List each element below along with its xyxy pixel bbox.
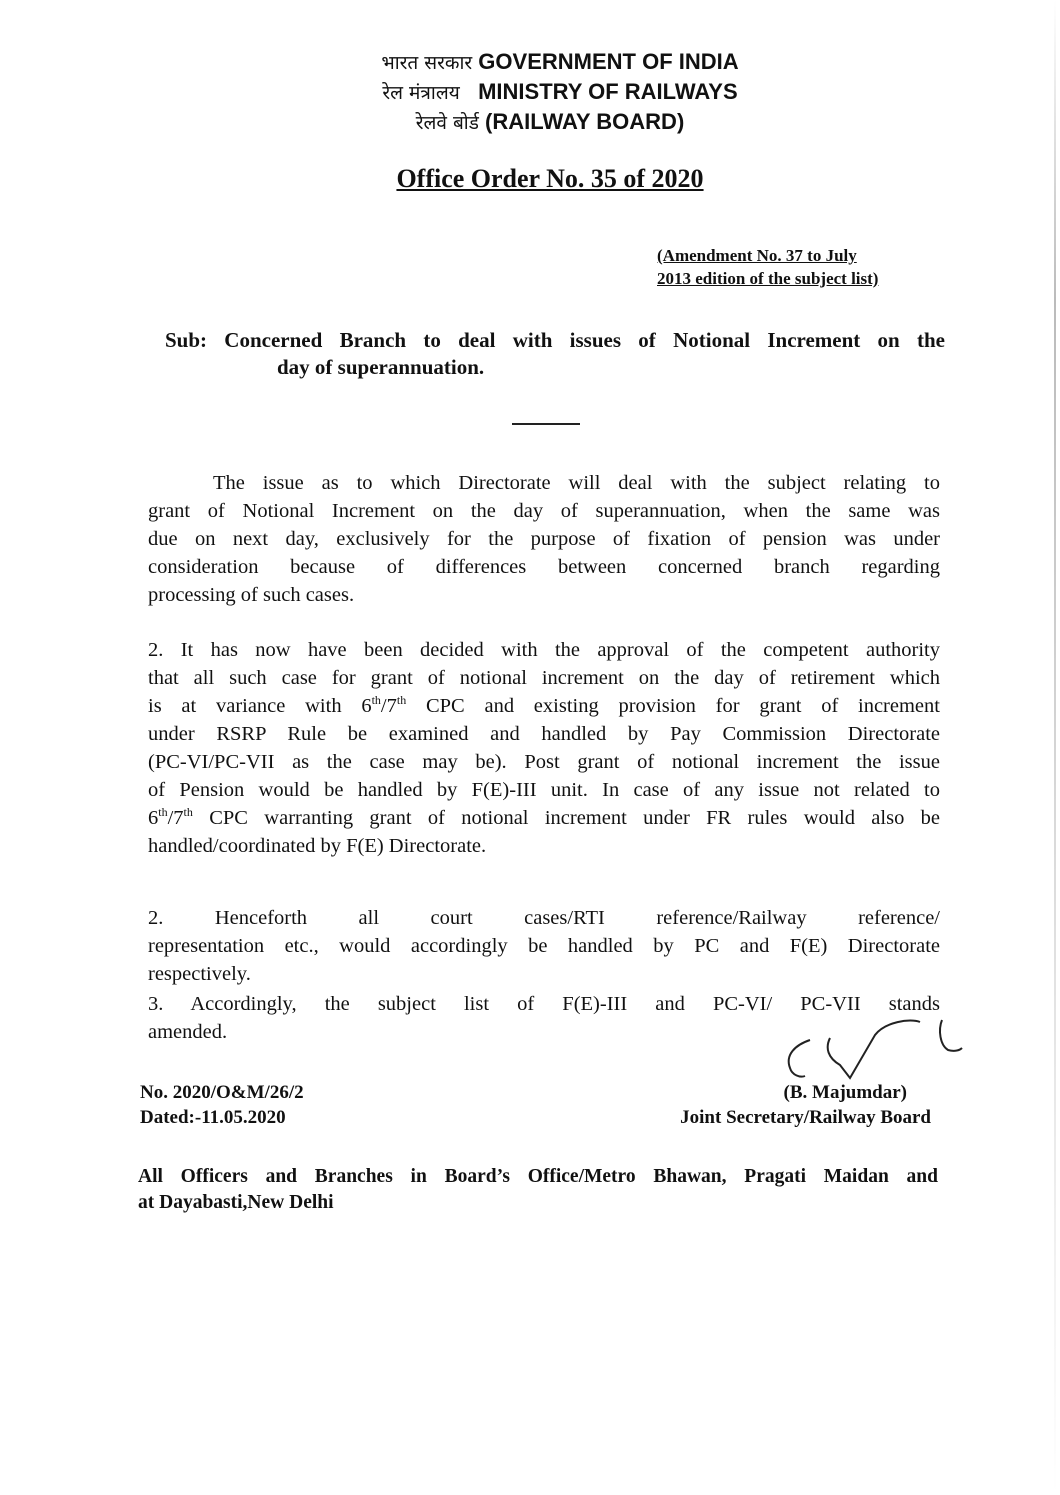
paragraph-line: 2. Henceforth all court cases/RTI reference/Railway reference/ [148,907,940,929]
paragraph-line: 3. Accordingly, the subject list of F(E)-III and PC-VI/ PC-VII stands [148,993,940,1015]
hindi-text: रेल मंत्रालय [382,82,460,104]
document-title: Office Order No. 35 of 2020 [396,164,704,193]
amendment-line: (Amendment No. 37 to July [657,246,857,265]
distribution-list [138,1164,938,1216]
paragraph-line: is at variance with 6th/7th CPC and existing provision for grant of increment [148,693,940,717]
reference-number: No. 2020/O&M/26/2 [140,1082,304,1103]
paragraph-line: that all such case for grant of notional increment on the day of retirement which [148,667,940,689]
subject-line: Sub: Concerned Branch to deal with issues of Notional Increment on the [165,328,945,352]
english-text: MINISTRY OF RAILWAYS [478,79,738,104]
distribution-line: at Dayabasti,New Delhi [138,1192,334,1213]
paragraph-line: handled/coordinated by F(E) Directorate. [148,835,487,857]
signatory-designation: Joint Secretary/Railway Board [680,1107,931,1128]
signatory-block [628,1080,931,1130]
paragraph-1 [148,469,940,609]
superscript: th [396,693,407,708]
divider [512,423,580,425]
superscript: th [158,805,168,820]
scan-edge [1054,0,1056,1495]
paragraph-line: 6th/7th CPC warranting grant of notional increment under FR rules would also be [148,805,940,829]
superscript: th [371,693,381,708]
paragraph-line: consideration because of differences between concerned branch regarding [148,556,940,578]
header-line-government [0,47,1060,78]
paragraph-line: due on next day, exclusively for the purpose of fixation of pension was under [148,528,940,550]
header-line-board [0,107,1060,138]
paragraph-line: (PC-VI/PC-VII as the case may be). Post grant of notional increment the issue [148,751,940,773]
distribution-line: All Officers and Branches in Board’s Office/Metro Bhawan, Pragati Maidan and [138,1166,938,1187]
signatory-name: (B. Majumdar) [783,1082,907,1103]
hindi-text: भारत सरकार [381,52,473,74]
paragraph-line: amended. [148,1021,228,1043]
hindi-text: रेलवे बोर्ड [415,112,479,134]
paragraph-line: grant of Notional Increment on the day of superannuation, when the same was [148,500,940,522]
paragraph-line: representation etc., would accordingly be handled by PC and F(E) Directorate [148,935,940,957]
signature [770,1010,970,1080]
english-text: (RAILWAY BOARD) [485,109,685,134]
paragraph-line: under RSRP Rule be examined and handled by Pay Commission Directorate [148,723,940,745]
subject-line: day of superannuation. [277,355,485,379]
paragraph-line: of Pension would be handled by F(E)-III unit. In case of any issue not related to [148,779,940,801]
amendment-line: 2013 edition of the subject list) [657,269,879,288]
paragraph-line: processing of such cases. [148,584,355,606]
paragraph-line: respectively. [148,963,251,985]
paragraph-2 [148,636,940,860]
paragraph-line: The issue as to which Directorate will deal with the subject relating to [213,472,940,494]
reference-date: Dated:-11.05.2020 [140,1107,286,1128]
reference-block [140,1080,304,1130]
english-text: GOVERNMENT OF INDIA [478,49,739,74]
header-line-ministry [0,77,1060,108]
subject [165,327,945,381]
paragraph-3 [148,904,940,988]
paragraph-line: 2. It has now have been decided with the approval of the competent authority [148,639,940,661]
amendment-note [657,244,878,290]
superscript: th [183,805,193,820]
